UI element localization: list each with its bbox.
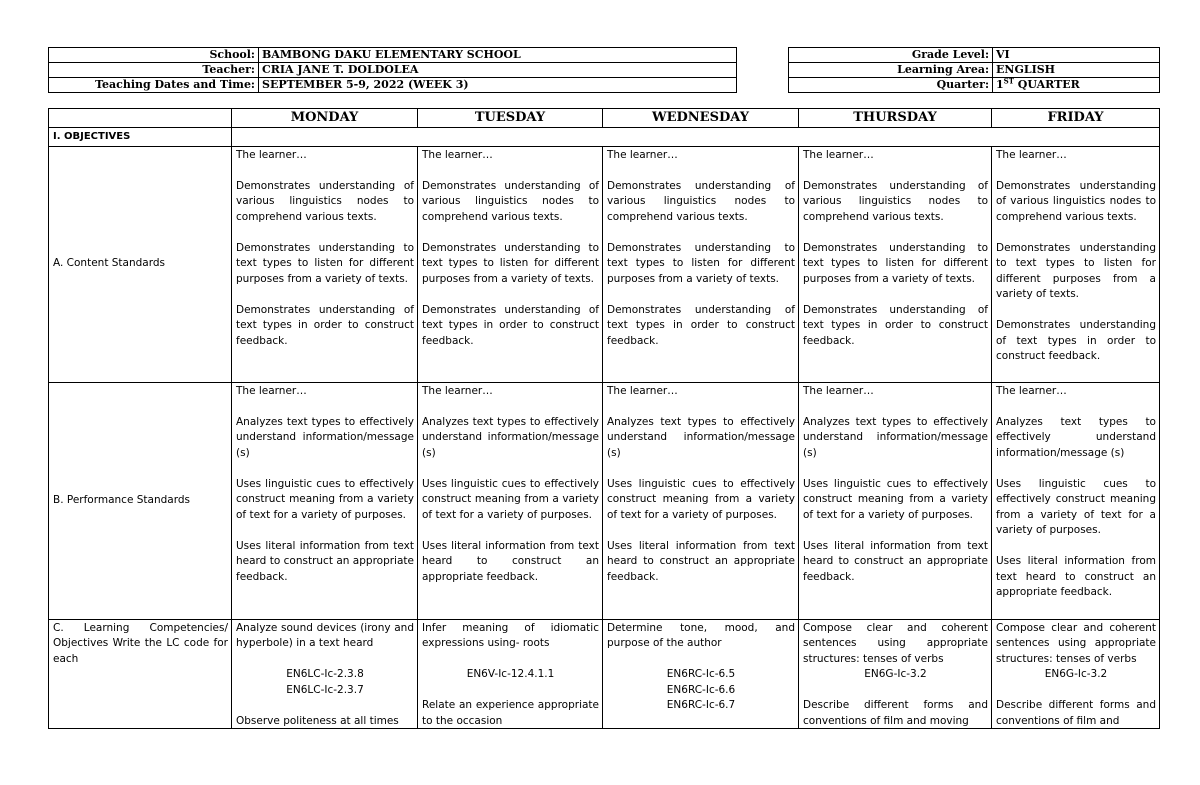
content-standards-tuesday: The learner… Demonstrates understanding of various linguistics nodes to comprehend various texts. Demonstrates understanding to text types to listen for different purposes from a variety of texts. Demonstrates understanding of text types in order to construct feedback. [418,146,603,382]
lc-code: EN6V-Ic-12.4.1.1 [466,668,555,680]
day-wednesday: WEDNESDAY [603,109,799,128]
day-tuesday: TUESDAY [418,109,603,128]
performance-standards-thursday: The learner… Analyzes text types to effectively understand information/message (s) Uses linguistic cues to effectively construct meaning from a variety of text for a variety of purposes. Uses literal information from text heard to construct an appropriate feedback. [799,382,992,619]
lc-code: EN6RC-Ic-6.5 [666,668,736,680]
content-standards-row [49,146,1160,382]
performance-standards-wednesday: The learner… Analyzes text types to effectively understand information/message (s) Uses linguistic cues to effectively construct meaning from a variety of text for a variety of purposes. Uses literal information from text heard to construct an appropriate feedback. [603,382,799,619]
lc-code: EN6G-Ic-3.2 [1044,668,1108,680]
competencies-friday: Compose clear and coherent sentences using appropriate structures: tenses of verbs EN6G-Ic-3.2 Describe different forms and conventions of film and [992,619,1160,728]
lc-code: EN6RC-Ic-6.6 [666,683,736,696]
performance-standards-label: B. Performance Standards [49,382,232,619]
day-monday: MONDAY [232,109,418,128]
school-label: School: [49,48,259,63]
grade-level-value: VI [993,48,1160,63]
day-thursday: THURSDAY [799,109,992,128]
objectives-row [49,128,1160,147]
content-standards-thursday: The learner… Demonstrates understanding of various linguistics nodes to comprehend various texts. Demonstrates understanding to text types to listen for different purposes from a variety of texts. Demonstrates understanding of text types in order to construct feedback. [799,146,992,382]
performance-standards-row [49,382,1160,619]
content-standards-wednesday: The learner… Demonstrates understanding of various linguistics nodes to comprehend various texts. Demonstrates understanding to text types to listen for different purposes from a variety of texts. Demonstrates understanding of text types in order to construct feedback. [603,146,799,382]
day-friday: FRIDAY [992,109,1160,128]
competencies-wednesday: Determine tone, mood, and purpose of the author EN6RC-Ic-6.5 EN6RC-Ic-6.6 EN6RC-Ic-6.7 [603,619,799,728]
content-standards-monday: The learner… Demonstrates understanding of various linguistics nodes to comprehend various texts. Demonstrates understanding to text types to listen for different purposes from a variety of texts. Demonstrates understanding of text types in order to construct feedback. [232,146,418,382]
header-table [48,47,1160,93]
learning-competencies-label: C. Learning Competencies/ Objectives Write the LC code for each [49,619,232,728]
days-header-row [49,109,1160,128]
lc-code: EN6RC-Ic-6.7 [666,699,736,711]
content-standards-label: A. Content Standards [49,146,232,382]
teaching-dates-value: SEPTEMBER 5-9, 2022 (WEEK 3) [259,78,737,93]
teaching-dates-label: Teaching Dates and Time: [49,78,259,93]
quarter-label: Quarter: [789,78,993,93]
learning-competencies-row [49,619,1160,728]
school-value: BAMBONG DAKU ELEMENTARY SCHOOL [259,48,737,63]
competencies-tuesday: Infer meaning of idiomatic expressions using- roots EN6V-Ic-12.4.1.1 Relate an experience appropriate to the occasion [418,619,603,728]
quarter-value: 1ST QUARTER [993,78,1160,93]
lc-code: EN6LC-Ic-2.3.8 [286,668,364,680]
lc-code: EN6G-Ic-3.2 [864,668,927,680]
content-standards-friday: The learner… Demonstrates understanding of various linguistics nodes to comprehend various texts. Demonstrates understanding to text types to listen for different purposes from a variety of texts. Demonstrates understanding of text types in order to construct feedback. [992,146,1160,382]
dll-table [48,108,1160,729]
competencies-monday: Analyze sound devices (irony and hyperbole) in a text heard EN6LC-Ic-2.3.8 EN6LC-Ic-2.3.7 Observe politeness at all times [232,619,418,728]
teacher-value: CRIA JANE T. DOLDOLEA [259,63,737,78]
learning-area-label: Learning Area: [789,63,993,78]
grade-level-label: Grade Level: [789,48,993,63]
teacher-label: Teacher: [49,63,259,78]
objectives-label: I. OBJECTIVES [49,128,232,147]
performance-standards-friday: The learner… Analyzes text types to effectively understand information/message (s) Uses linguistic cues to effectively construct meaning from a variety of text for a variety of purposes. Uses literal information from text heard to construct an appropriate feedback. [992,382,1160,619]
lc-code: EN6LC-Ic-2.3.7 [286,683,364,696]
performance-standards-tuesday: The learner… Analyzes text types to effectively understand information/message (s) Uses linguistic cues to effectively construct meaning from a variety of text for a variety of purposes. Uses literal information from text heard to construct an appropriate feedback. [418,382,603,619]
performance-standards-monday: The learner… Analyzes text types to effectively understand information/message (s) Uses linguistic cues to effectively construct meaning from a variety of text for a variety of purposes. Uses literal information from text heard to construct an appropriate feedback. [232,382,418,619]
learning-area-value: ENGLISH [993,63,1160,78]
competencies-thursday: Compose clear and coherent sentences using appropriate structures: tenses of verbs EN6G-Ic-3.2 Describe different forms and conventions of film and moving [799,619,992,728]
